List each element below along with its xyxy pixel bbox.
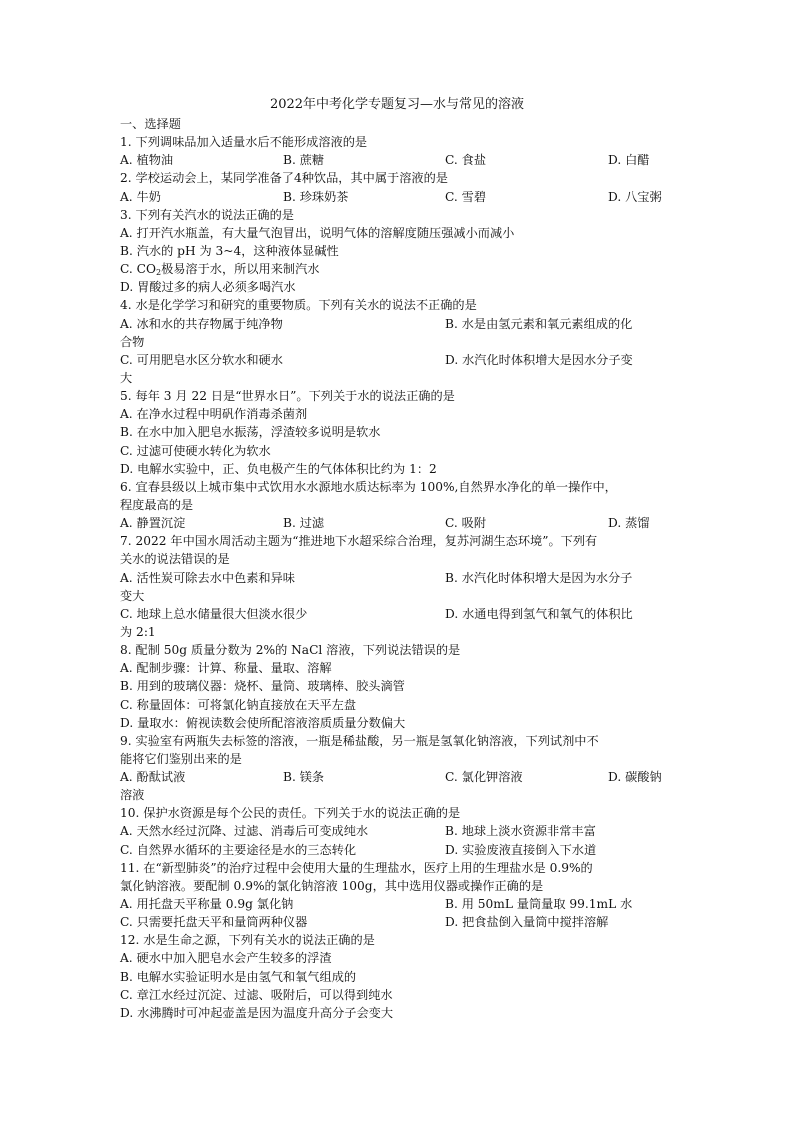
q7-option-c: C. 地球上总水储量很大但淡水很少 — [120, 606, 308, 621]
q12-option-a: A. 硬水中加入肥皂水会产生较多的浮渣 — [120, 951, 332, 966]
q5-option-a: A. 在净水过程中明矾作消毒杀菌剂 — [120, 407, 308, 422]
q4-stem: 4. 水是化学学习和研究的重要物质。下列有关水的说法不正确的是 — [120, 298, 477, 313]
q3-option-b: B. 汽水的 pH 为 3~4，这种液体显碱性 — [120, 243, 339, 258]
q8-option-d: D. 量取水：俯视读数会使所配溶液溶质质量分数偏大 — [120, 715, 406, 730]
q10-option-d: D. 实验废液直接倒入下水道 — [445, 842, 597, 857]
q2-option-c: C. 雪碧 — [445, 189, 487, 204]
q12-option-d: D. 水沸腾时可冲起壶盖是因为温度升高分子会变大 — [120, 1005, 394, 1020]
q3-option-c-post: 极易溶于水，所以用来制汽水 — [161, 262, 320, 277]
q10-stem: 10. 保护水资源是每个公民的责任。下列关于水的说法正确的是 — [120, 806, 461, 821]
q1-option-d: D. 白醋 — [608, 153, 650, 168]
q10-option-b: B. 地球上淡水资源非常丰富 — [445, 824, 596, 839]
q10-row-ab — [120, 822, 680, 840]
q2-option-d: D. 八宝粥 — [608, 189, 662, 204]
q5-option-d: D. 电解水实验中，正、负电极产生的气体体积比约为 1：2 — [120, 461, 437, 476]
q9-stem: 9. 实验室有两瓶失去标签的溶液，一瓶是稀盐酸，另一瓶是氢氧化钠溶液，下列试剂中不 — [120, 733, 599, 748]
q7-option-a: A. 活性炭可除去水中色素和异味 — [120, 570, 295, 585]
q5-option-c: C. 过滤可使硬水转化为软水 — [120, 443, 271, 458]
q9-option-c: C. 氯化钾溶液 — [445, 770, 523, 785]
q2-option-a: A. 牛奶 — [120, 189, 161, 204]
q6-option-b: B. 过滤 — [283, 516, 325, 531]
q7-option-d: D. 水通电得到氢气和氧气的体积比 — [445, 606, 633, 621]
section-heading: 一、选择题 — [120, 117, 181, 131]
q6-stem-cont: 程度最高的是 — [120, 497, 194, 512]
q7-row-cd — [120, 605, 680, 623]
q7-stem-cont: 关水的说法错误的是 — [120, 552, 230, 567]
q6-option-c: C. 吸附 — [445, 516, 487, 531]
q11-row-cd — [120, 913, 680, 931]
q11-option-a: A. 用托盘天平称量 0.9g 氯化钠 — [120, 897, 294, 912]
q1-stem: 1. 下列调味品加入适量水后不能形成溶液的是 — [120, 135, 368, 150]
q8-stem: 8. 配制 50g 质量分数为 2%的 NaCl 溶液，下列说法错误的是 — [120, 643, 461, 658]
q9-option-b: B. 镁条 — [283, 770, 325, 785]
question-list — [120, 115, 680, 1022]
q3-option-c — [120, 260, 680, 278]
q8-option-b: B. 用到的玻璃仪器：烧杯、量筒、玻璃棒、胶头滴管 — [120, 679, 405, 694]
q3-stem: 3. 下列有关汽水的说法正确的是 — [120, 207, 294, 222]
q10-option-c: C. 自然界水循环的主要途径是水的三态转化 — [120, 842, 357, 857]
q3-option-c-sub: 2 — [155, 268, 162, 278]
q6-stem: 6. 宜春县级以上城市集中式饮用水水源地水质达标率为 100%,自然界水净化的单一操作中， — [120, 479, 617, 494]
q7-option-d-cont: 为 2:1 — [120, 624, 156, 639]
q11-stem: 11. 在“新型肺炎”的治疗过程中会使用大量的生理盐水，医疗上用的生理盐水是 0.9%的 — [120, 860, 593, 875]
q5-option-b: B. 在水中加入肥皂水振荡，浮渣较多说明是软水 — [120, 425, 381, 440]
q4-option-c: C. 可用肥皂水区分软水和硬水 — [120, 352, 283, 367]
q8-option-a: A. 配制步骤：计算、称量、量取、溶解 — [120, 661, 332, 676]
q2-stem: 2. 学校运动会上，某同学准备了4种饮品，其中属于溶液的是 — [120, 171, 448, 186]
q7-option-b: B. 水汽化时体积增大是因为水分子 — [445, 570, 633, 585]
q9-option-d-cont: 溶液 — [120, 788, 145, 803]
q1-options — [120, 151, 680, 169]
q4-option-b-cont: 合物 — [120, 334, 145, 349]
q1-option-c: C. 食盐 — [445, 153, 487, 168]
q8-option-c: C. 称量固体：可将氯化钠直接放在天平左盘 — [120, 697, 357, 712]
q11-row-ab — [120, 895, 680, 913]
q10-row-cd — [120, 841, 680, 859]
q7-stem: 7. 2022 年中国水周活动主题为“推进地下水超采综合治理，复苏河湖生态环境”。下列有 — [120, 534, 598, 549]
q6-option-a: A. 静置沉淀 — [120, 516, 186, 531]
q7-row-ab — [120, 569, 680, 587]
q12-stem: 12. 水是生命之源，下列有关水的说法正确的是 — [120, 933, 375, 948]
q11-option-b: B. 用 50mL 量筒量取 99.1mL 水 — [445, 897, 633, 912]
q3-option-d: D. 胃酸过多的病人必须多喝汽水 — [120, 280, 296, 295]
q9-option-d: D. 碳酸钠 — [608, 770, 662, 785]
q9-option-a: A. 酚酞试液 — [120, 770, 186, 785]
page-title: 2022年中考化学专题复习—水与常见的溶液 — [269, 97, 525, 112]
q1-option-b: B. 蔗糖 — [283, 153, 325, 168]
q4-row-cd — [120, 351, 680, 369]
q7-option-b-cont: 变大 — [120, 588, 145, 603]
q11-option-d: D. 把食盐倒入量筒中搅拌溶解 — [445, 915, 609, 930]
q6-option-d: D. 蒸馏 — [608, 516, 650, 531]
q4-option-d-cont: 大 — [120, 370, 133, 385]
q12-option-b: B. 电解水实验证明水是由氢气和氧气组成的 — [120, 969, 357, 984]
q4-row-ab — [120, 315, 680, 333]
q12-option-c: C. 章江水经过沉淀、过滤、吸附后，可以得到纯水 — [120, 987, 393, 1002]
q3-option-c-pre: C. CO — [120, 262, 156, 277]
q4-option-d: D. 水汽化时体积增大是因水分子变 — [445, 352, 633, 367]
q5-stem: 5. 每年 3 月 22 日是“世界水日”。下列关于水的说法正确的是 — [120, 389, 455, 404]
q11-stem-cont: 氯化钠溶液。要配制 0.9%的氯化钠溶液 100g，其中选用仪器或操作正确的是 — [120, 878, 544, 893]
q9-options — [120, 768, 680, 786]
q1-option-a: A. 植物油 — [120, 153, 174, 168]
q4-option-b: B. 水是由氢元素和氧元素组成的化 — [445, 316, 633, 331]
q3-option-a: A. 打开汽水瓶盖，有大量气泡冒出，说明气体的溶解度随压强减小而减小 — [120, 225, 515, 240]
q9-stem-cont: 能将它们鉴别出来的是 — [120, 751, 242, 766]
q6-options — [120, 514, 680, 532]
q10-option-a: A. 天然水经过沉降、过滤、消毒后可变成纯水 — [120, 824, 369, 839]
q11-option-c: C. 只需要托盘天平和量筒两种仪器 — [120, 915, 308, 930]
q4-option-a: A. 冰和水的共存物属于纯净物 — [120, 316, 283, 331]
q2-option-b: B. 珍珠奶茶 — [283, 189, 349, 204]
q2-options — [120, 188, 680, 206]
